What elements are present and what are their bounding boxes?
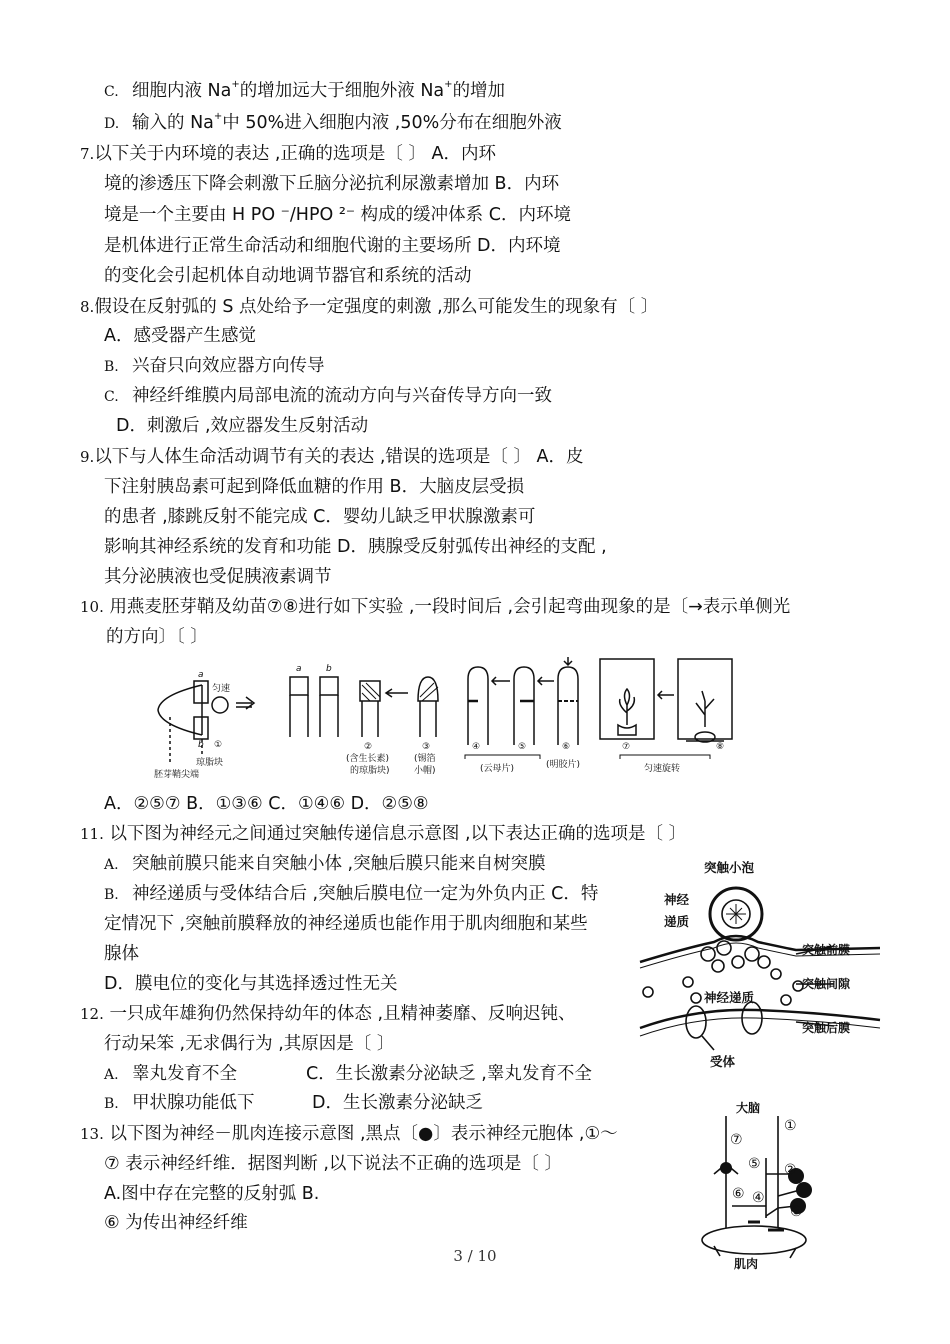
q8-option-b-text: 兴奋只向效应器方向传导	[132, 356, 325, 376]
q11-option-b-text-2: 定情况下 ,突触前膜释放的神经递质也能作用于肌肉细胞和某些	[104, 914, 588, 934]
q11-label-pre: 突触前膜	[802, 943, 851, 957]
q6-c-text-2: 的增加远大于细胞外液 Na	[239, 81, 445, 101]
q12-option-b	[104, 1092, 255, 1115]
q10-label-uniform: 匀速	[212, 684, 231, 694]
q13-cell-body-1	[720, 1162, 732, 1174]
q9-line-3: 的患者 ,膝跳反射不能完成 C．婴幼儿缺乏甲状腺激素可	[104, 507, 536, 527]
q10-rotor	[212, 697, 228, 713]
q8-option-b-label: B.	[104, 359, 119, 375]
q10-label-foil1: (锡箔	[414, 754, 436, 764]
q13-label-n5: ⑤	[748, 1156, 761, 1172]
q10-text-1: 用燕麦胚芽鞘及幼苗⑦⑧进行如下实验 ,一段时间后 ,会引起弯曲现象的是〔→表示单侧光	[109, 597, 791, 617]
q12-number: 12.	[80, 1005, 104, 1023]
q10-line-2: 的方向〕〔 〕	[106, 627, 208, 647]
q11-label-receptor: 受体	[710, 1054, 736, 1069]
q12-option-b-text: 甲状腺功能低下	[132, 1093, 255, 1113]
q11-option-b	[104, 883, 598, 906]
q6-d-sup: +	[213, 111, 223, 122]
q9-number: 9.	[80, 448, 95, 466]
q12-stem-2: 行动呆笨 ,无求偶行为 ,其原因是〔 〕	[104, 1034, 395, 1054]
q10-agar-a	[194, 681, 208, 703]
q12-stem-text-1: 一只成年雄狗仍然保持幼年的体态 ,且精神萎靡、反响迟钝、	[109, 1004, 576, 1024]
q10-label-a: a	[198, 670, 204, 680]
q13-label-muscle: 肌肉	[734, 1257, 759, 1271]
q10-number: 10.	[80, 598, 104, 616]
q12-option-a	[104, 1063, 237, 1086]
q12-option-b-label: B.	[104, 1096, 119, 1112]
q10-label-foil2: 小帽)	[414, 766, 436, 776]
q9-line-5: 其分泌胰液也受促胰液素调节	[104, 567, 332, 587]
q6-option-c	[104, 80, 505, 103]
q13-line-2: ⑦ 表示神经纤维．据图判断 ,以下说法不正确的选项是〔 〕	[104, 1154, 562, 1174]
q10-label-b2: b	[326, 664, 332, 674]
q12-stem-1	[80, 1003, 576, 1025]
q8-option-c-label: C.	[104, 389, 119, 405]
q10-label-n6: ⑥	[562, 742, 571, 752]
q6-option-c-label: C.	[104, 84, 119, 100]
q12-option-a-text: 睾丸发育不全	[132, 1064, 237, 1084]
q7-line-2: 境的渗透压下降会刺激下丘脑分泌抗利尿激素增加 B．内环	[104, 174, 560, 194]
q10-hatched-agar	[360, 681, 380, 701]
q8-option-d: D．刺激后 ,效应器发生反射活动	[116, 416, 369, 436]
q6-c-text-1: 细胞内液 Na	[132, 81, 232, 101]
q10-label-agar: 琼脂块	[196, 758, 224, 768]
q7-line-4: 是机体进行正常生命活动和细胞代谢的主要场所 D．内环境	[104, 236, 561, 256]
q8-stem-text: 假设在反射弧的 S 点处给予一定强度的刺激 ,那么可能发生的现象有〔 〕	[94, 297, 659, 317]
q8-option-a: A．感受器产生感觉	[104, 326, 256, 346]
q10-options: A．②⑤⑦ B．①③⑥ C．①④⑥ D．②⑤⑧	[104, 794, 429, 814]
q11-option-b-text-1: 神经递质与受体结合后 ,突触后膜电位一定为外负内正 C．特	[132, 884, 599, 904]
q10-label-a2: a	[296, 664, 302, 674]
q7-number: 7.	[80, 145, 95, 163]
q13-line-3: A.图中存在完整的反射弧 B.	[104, 1184, 320, 1204]
q6-d-text-1: 输入的 Na	[132, 113, 214, 133]
q11-option-a-label: A.	[104, 857, 119, 873]
q8-option-c	[104, 385, 552, 408]
q10-label-growth2: 的琼脂块)	[350, 766, 390, 776]
q12-option-d: D．生长激素分泌缺乏	[312, 1093, 483, 1113]
q11-label-nt2: 递质	[664, 914, 690, 929]
q10-label-n2: ②	[364, 742, 373, 752]
q9-line-4: 影响其神经系统的发育和功能 D．胰腺受反射弧传出神经的支配 ,	[104, 537, 607, 557]
q11-number: 11.	[80, 825, 104, 843]
q10-label-gelatin: (明胶片)	[546, 760, 581, 770]
q11-synapse-figure	[636, 850, 886, 1075]
q11-label-nt: 神经递质	[704, 990, 755, 1005]
q10-label-n1: ①	[214, 740, 223, 750]
q10-label-n7: ⑦	[622, 742, 631, 752]
q11-option-a	[104, 853, 546, 876]
q6-c-sup-1: +	[231, 79, 240, 90]
q10-label-rotate: 匀速旋转	[644, 764, 681, 774]
q10-tip-shape	[158, 685, 202, 735]
q7-text-1: 以下关于内环境的表达 ,正确的选项是〔 〕 A．内环	[94, 144, 497, 164]
q10-label-b: b	[198, 740, 204, 750]
q10-line-1	[80, 596, 790, 618]
q8-stem	[80, 296, 658, 318]
q13-label-n3: ③	[790, 1204, 803, 1220]
q10-agar-b	[194, 717, 208, 739]
q6-c-sup-2: +	[444, 79, 453, 90]
q7-line-3: 境是一个主要由 H PO ⁻/HPO ²⁻ 构成的缓冲体系 C．内环境	[104, 205, 571, 225]
q13-line-4: ⑥ 为传出神经纤维	[104, 1213, 248, 1233]
q13-text-1: 以下图为神经－肌肉连接示意图 ,黑点〔●〕表示神经元胞体 ,①～	[109, 1124, 618, 1144]
q6-option-d	[104, 112, 562, 135]
q13-label-n1: ①	[784, 1118, 797, 1134]
q11-label-vesicle: 突触小泡	[704, 860, 755, 875]
q12-option-a-label: A.	[104, 1067, 119, 1083]
q11-option-b-label: B.	[104, 887, 119, 903]
q11-label-nt1: 神经	[664, 892, 690, 907]
q10-label-mica: (云母片)	[480, 764, 515, 774]
q11-label-cleft: 突触间隙	[802, 977, 851, 991]
q11-option-b-text-3: 腺体	[104, 944, 139, 964]
q13-cell-body-3	[796, 1182, 812, 1198]
q10-coleoptile-figure	[150, 655, 740, 780]
q9-line-1	[80, 446, 584, 468]
q11-option-a-text: 突触前膜只能来自突触小体 ,突触后膜只能来自树突膜	[132, 854, 546, 874]
q10-label-growth1: (含生长素)	[346, 754, 390, 764]
q13-label-n7: ⑦	[730, 1132, 743, 1148]
q10-label-n4: ④	[472, 742, 481, 752]
q7-line-1	[80, 143, 496, 165]
q8-number: 8.	[80, 298, 95, 316]
q13-label-n2: ②	[784, 1162, 797, 1178]
q11-option-d: D．膜电位的变化与其选择透过性无关	[104, 974, 398, 994]
q8-option-b	[104, 355, 325, 378]
q12-option-c: C．生长激素分泌缺乏 ,睾丸发育不全	[306, 1064, 592, 1084]
q6-c-text-3: 的增加	[452, 81, 506, 101]
q10-label-n3: ③	[422, 742, 431, 752]
q10-label-n8: ⑧	[716, 742, 725, 752]
q11-label-post: 突触后膜	[802, 1021, 851, 1035]
q6-d-text-2: 中 50%进入细胞内液 ,50%分布在细胞外液	[222, 113, 562, 133]
q13-line-1	[80, 1123, 618, 1145]
q9-line-2: 下注射胰岛素可起到降低血糖的作用 B．大脑皮层受损	[104, 477, 525, 497]
q6-option-d-label: D.	[104, 116, 120, 132]
q7-line-5: 的变化会引起机体自动地调节器官和系统的活动	[104, 266, 472, 286]
q10-label-n5: ⑤	[518, 742, 527, 752]
q13-label-n6: ⑥	[732, 1186, 745, 1202]
q11-stem	[80, 823, 686, 845]
page-number: 3 / 10	[453, 1247, 497, 1265]
q9-text-1: 以下与人体生命活动调节有关的表达 ,错误的选项是〔 〕 A．皮	[94, 447, 584, 467]
q10-box-7	[600, 659, 654, 739]
q8-option-c-text: 神经纤维膜内局部电流的流动方向与兴奋传导方向一致	[132, 386, 552, 406]
q13-label-n4: ④	[752, 1190, 765, 1206]
q13-label-brain: 大脑	[736, 1101, 761, 1115]
q13-number: 13.	[80, 1125, 104, 1143]
q10-label-tip: 胚芽鞘尖端	[154, 770, 200, 780]
q11-stem-text: 以下图为神经元之间通过突触传递信息示意图 ,以下表达正确的选项是〔 〕	[109, 824, 687, 844]
